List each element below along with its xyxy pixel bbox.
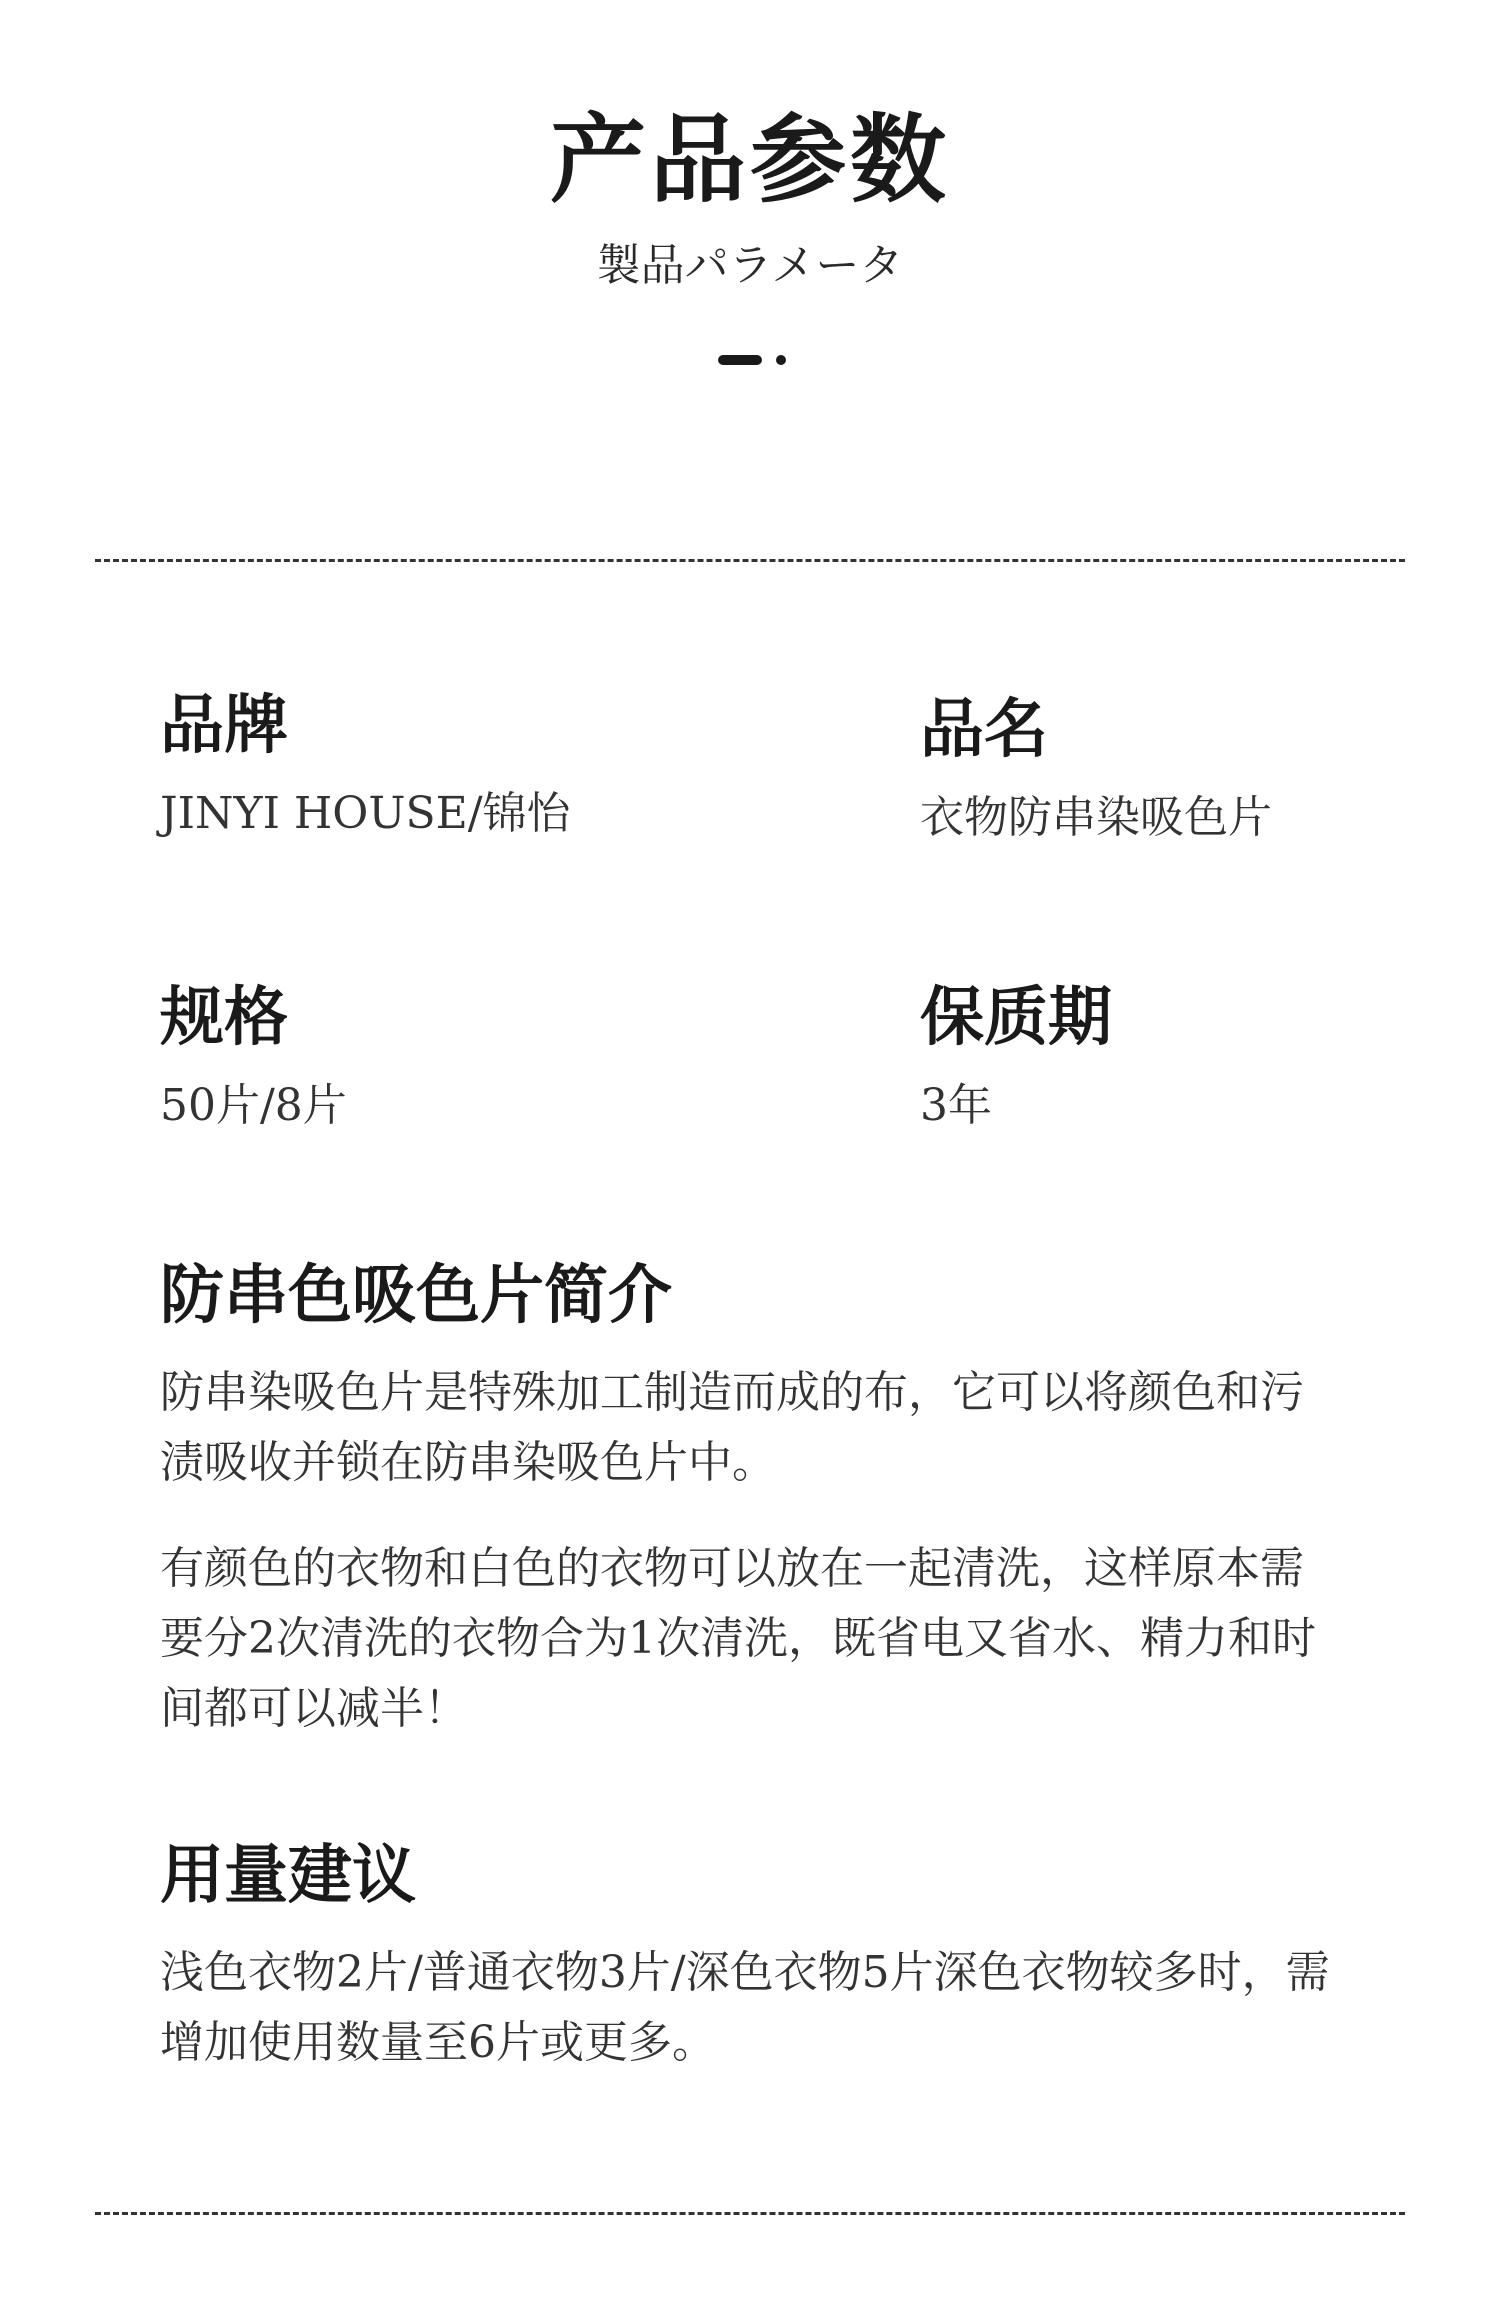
- param-shelf-life-value: 3年: [920, 1080, 992, 1131]
- param-spec-value: 50片/8片: [160, 1080, 347, 1131]
- param-shelf-life: [920, 978, 1440, 1134]
- top-divider: [95, 559, 1405, 562]
- param-brand-value: JINYI HOUSE/锦怡: [160, 788, 571, 839]
- page-subtitle: 製品パラメータ: [596, 240, 904, 291]
- decoration-dash: [718, 355, 762, 365]
- param-product-name-value: 衣物防串染吸色片: [920, 792, 1272, 843]
- param-product-name: [920, 690, 1440, 846]
- param-shelf-life-label: 保质期: [920, 980, 1112, 1055]
- header: [0, 100, 1500, 294]
- usage-section: [160, 1836, 1340, 2078]
- decoration-dot: [776, 355, 786, 365]
- usage-title: 用量建议: [160, 1838, 416, 1913]
- title-decoration: [718, 354, 790, 366]
- param-brand: [160, 686, 780, 842]
- intro-paragraph: 有颜色的衣物和白色的衣物可以放在一起清洗，这样原本需要分2次清洗的衣物合为1次清洗，既省电又省水、精力和时间都可以减半！: [160, 1543, 1316, 1734]
- param-brand-label: 品牌: [160, 688, 288, 763]
- bottom-divider: [95, 2212, 1405, 2215]
- intro-paragraph: 防串染吸色片是特殊加工制造而成的布，它可以将颜色和污渍吸收并锁在防串染吸色片中。: [160, 1367, 1304, 1488]
- param-spec-label: 规格: [160, 980, 288, 1055]
- intro-section: [160, 1256, 1340, 1744]
- usage-text: 浅色衣物2片/普通衣物3片/深色衣物5片深色衣物较多时，需增加使用数量至6片或更多。: [160, 1947, 1330, 2068]
- param-product-name-label: 品名: [920, 692, 1048, 767]
- intro-title: 防串色吸色片简介: [160, 1258, 672, 1333]
- param-spec: [160, 978, 780, 1134]
- page-title: 产品参数: [550, 103, 950, 216]
